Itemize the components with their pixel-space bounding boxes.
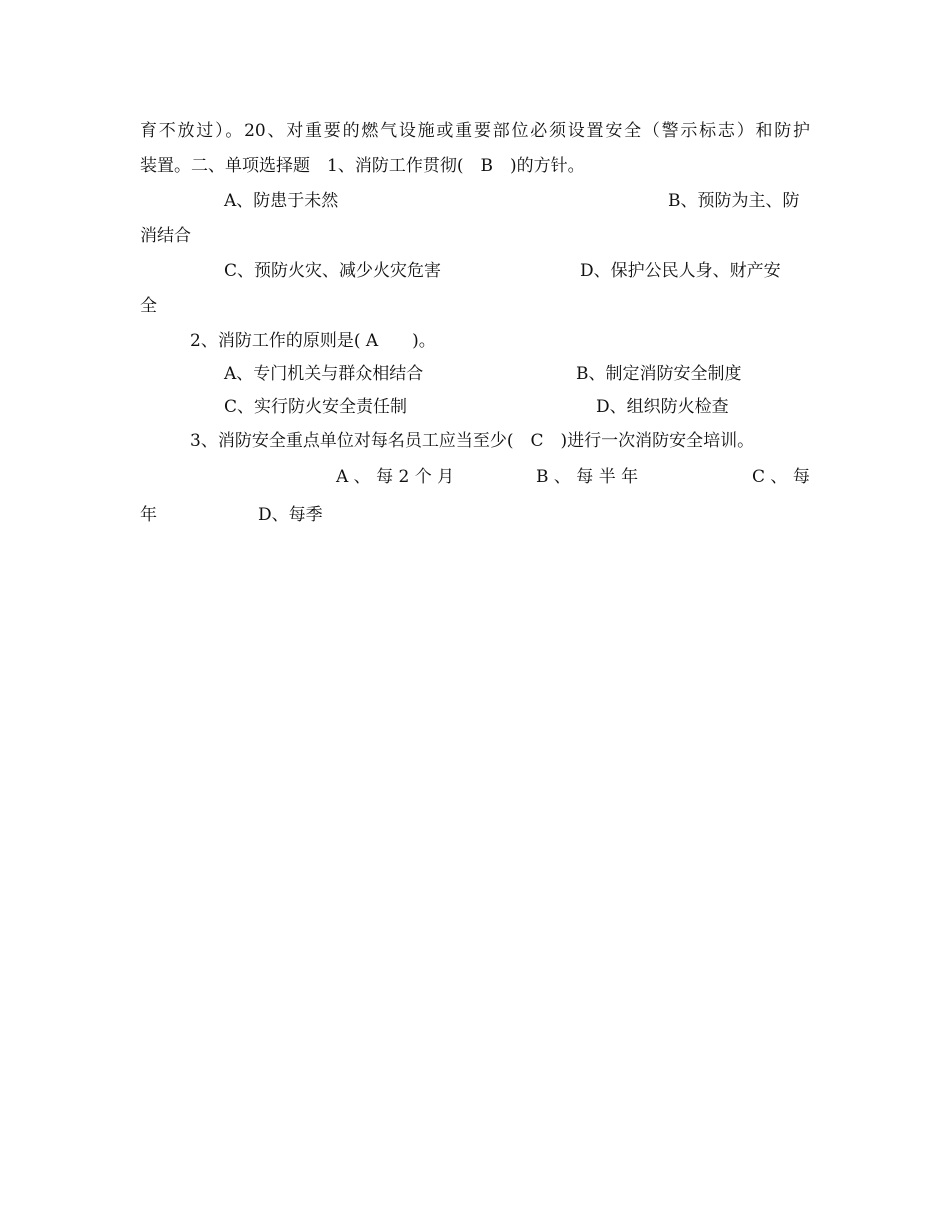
q3-option-a: A 、 每 2 个 月: [336, 467, 455, 487]
intro-line-1: 育不放过）。20、对重要的燃气设施或重要部位必须设置安全（警示标志）和防护: [140, 121, 810, 141]
q3-option-b: B 、 每 半 年: [536, 467, 639, 487]
q2-option-d: D、组织防火检查: [596, 397, 729, 417]
q2-option-b: B、制定消防安全制度: [576, 364, 742, 384]
q3-stem: 3、消防安全重点单位对每名员工应当至少( C )进行一次消防安全培训。: [190, 431, 755, 451]
q2-option-c: C、实行防火安全责任制: [224, 397, 408, 417]
q2-stem: 2、消防工作的原则是( A )。: [190, 331, 436, 351]
q1-option-d-continued: 全: [140, 296, 157, 316]
q1-option-b-continued: 消结合: [140, 226, 191, 246]
q1-option-d: D、保护公民人身、财产安: [580, 261, 781, 281]
q3-option-c-continued: 年: [140, 505, 157, 525]
q1-option-c: C、预防火灾、减少火灾危害: [224, 261, 442, 281]
q3-option-d: D、每季: [258, 505, 323, 525]
q1-option-a: A、防患于未然: [224, 191, 339, 211]
q1-option-b: B、预防为主、防: [668, 191, 800, 211]
q3-option-c: C 、 每: [752, 467, 810, 487]
intro-line-2: 装置。二、单项选择题 1、消防工作贯彻( B )的方针。: [140, 156, 585, 176]
q2-option-a: A、专门机关与群众相结合: [224, 364, 424, 384]
